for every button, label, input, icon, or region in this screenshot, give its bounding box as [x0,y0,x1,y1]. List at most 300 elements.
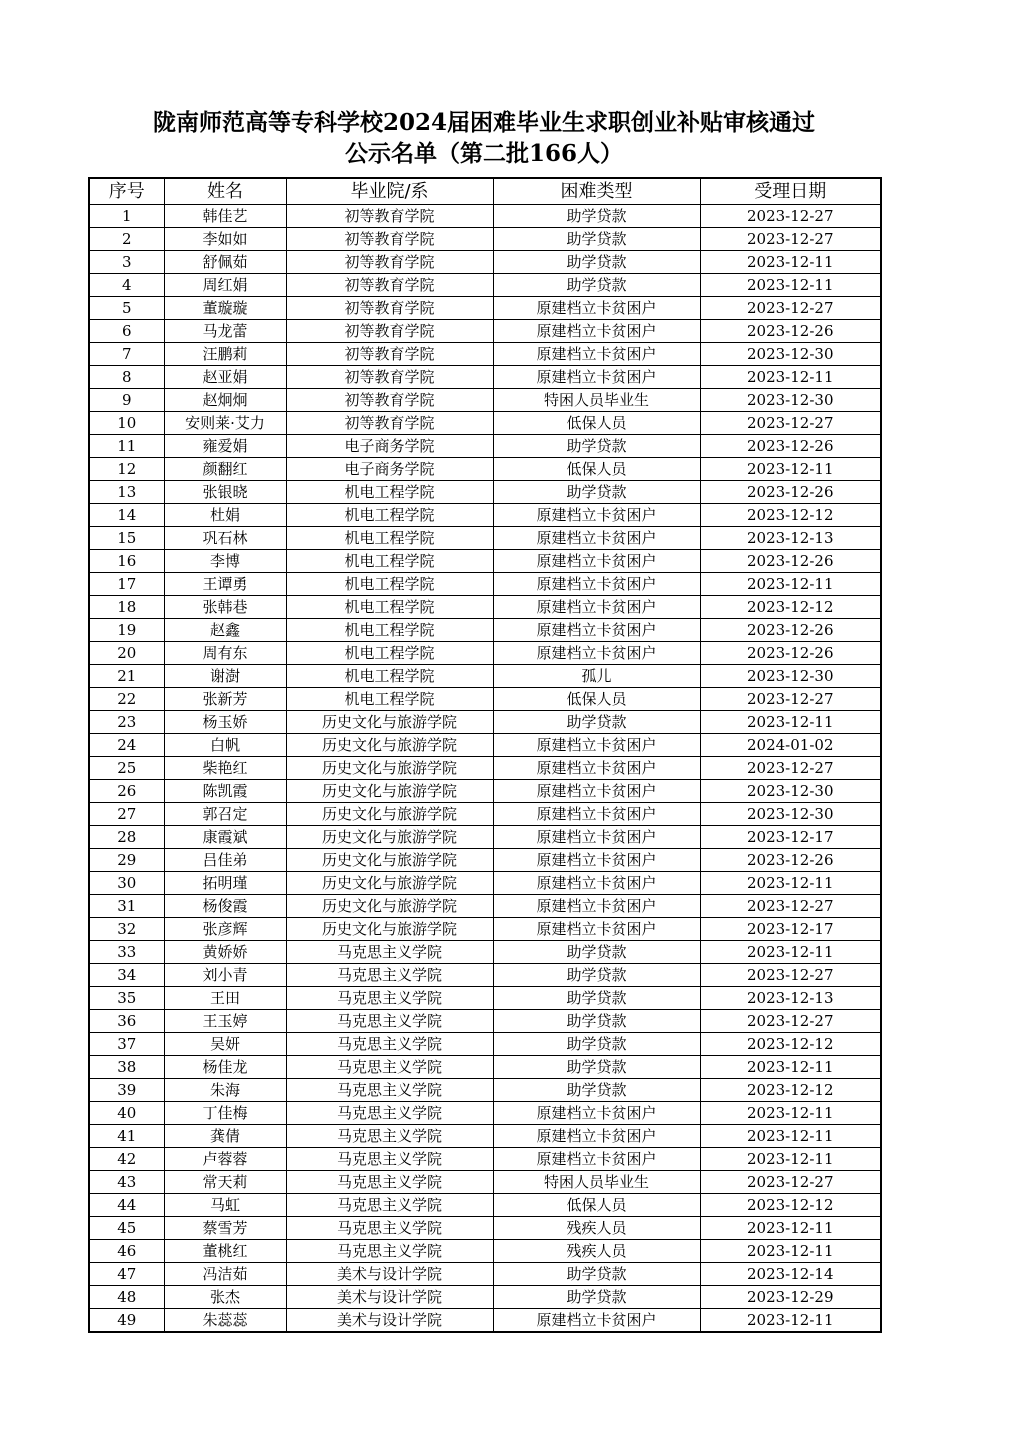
cell-name: 安则莱·艾力 [164,412,286,435]
cell-name: 常天莉 [164,1171,286,1194]
table-row [89,711,881,734]
cell-date: 2023-12-11 [700,1240,881,1263]
table-row [89,918,881,941]
table-row [89,642,881,665]
cell-hardship-type: 原建档立卡贫困户 [493,1148,700,1171]
cell-index: 42 [89,1148,164,1171]
cell-college: 机电工程学院 [286,550,493,573]
header-college: 毕业院/系 [286,178,493,205]
cell-date: 2023-12-26 [700,642,881,665]
table-row [89,987,881,1010]
cell-name: 张银晓 [164,481,286,504]
cell-date: 2023-12-26 [700,435,881,458]
cell-college: 马克思主义学院 [286,1148,493,1171]
table-row [89,1309,881,1333]
cell-hardship-type: 原建档立卡贫困户 [493,596,700,619]
cell-college: 机电工程学院 [286,642,493,665]
table-row [89,596,881,619]
cell-index: 6 [89,320,164,343]
cell-name: 黄娇娇 [164,941,286,964]
cell-college: 初等教育学院 [286,366,493,389]
cell-index: 28 [89,826,164,849]
cell-college: 历史文化与旅游学院 [286,711,493,734]
cell-college: 电子商务学院 [286,458,493,481]
cell-hardship-type: 原建档立卡贫困户 [493,366,700,389]
cell-name: 王谭勇 [164,573,286,596]
cell-hardship-type: 原建档立卡贫困户 [493,619,700,642]
cell-hardship-type: 原建档立卡贫困户 [493,1125,700,1148]
cell-name: 韩佳艺 [164,205,286,228]
cell-date: 2023-12-12 [700,1033,881,1056]
cell-hardship-type: 原建档立卡贫困户 [493,849,700,872]
cell-hardship-type: 助学贷款 [493,711,700,734]
cell-index: 19 [89,619,164,642]
cell-date: 2023-12-30 [700,343,881,366]
roster-body [89,205,881,1333]
cell-college: 初等教育学院 [286,274,493,297]
cell-index: 20 [89,642,164,665]
cell-index: 11 [89,435,164,458]
cell-index: 9 [89,389,164,412]
cell-hardship-type: 低保人员 [493,688,700,711]
header-hardship-type: 困难类型 [493,178,700,205]
cell-name: 马虹 [164,1194,286,1217]
cell-hardship-type: 助学贷款 [493,435,700,458]
cell-hardship-type: 原建档立卡贫困户 [493,504,700,527]
cell-date: 2023-12-26 [700,550,881,573]
cell-name: 张韩巷 [164,596,286,619]
cell-index: 18 [89,596,164,619]
cell-date: 2023-12-27 [700,412,881,435]
cell-date: 2023-12-11 [700,711,881,734]
cell-date: 2023-12-11 [700,251,881,274]
cell-name: 杨玉娇 [164,711,286,734]
cell-hardship-type: 助学贷款 [493,1079,700,1102]
cell-index: 31 [89,895,164,918]
cell-name: 周红娟 [164,274,286,297]
cell-date: 2023-12-11 [700,1125,881,1148]
cell-index: 13 [89,481,164,504]
table-row [89,366,881,389]
table-row [89,228,881,251]
cell-index: 8 [89,366,164,389]
table-row [89,343,881,366]
document-subtitle: 公示名单（第二批166人） [344,140,623,167]
cell-index: 2 [89,228,164,251]
cell-index: 33 [89,941,164,964]
cell-hardship-type: 助学贷款 [493,1263,700,1286]
cell-college: 历史文化与旅游学院 [286,826,493,849]
cell-date: 2023-12-11 [700,458,881,481]
cell-index: 21 [89,665,164,688]
cell-name: 龚倩 [164,1125,286,1148]
cell-name: 丁佳梅 [164,1102,286,1125]
cell-college: 美术与设计学院 [286,1263,493,1286]
cell-name: 郭召定 [164,803,286,826]
cell-college: 初等教育学院 [286,412,493,435]
cell-hardship-type: 助学贷款 [493,274,700,297]
cell-hardship-type: 特困人员毕业生 [493,389,700,412]
cell-hardship-type: 原建档立卡贫困户 [493,780,700,803]
cell-name: 雍爱娟 [164,435,286,458]
cell-hardship-type: 助学贷款 [493,987,700,1010]
cell-hardship-type: 低保人员 [493,1194,700,1217]
table-row [89,1194,881,1217]
cell-name: 杜娟 [164,504,286,527]
table-row [89,734,881,757]
cell-name: 董桃红 [164,1240,286,1263]
table-row [89,1010,881,1033]
cell-college: 马克思主义学院 [286,1033,493,1056]
cell-name: 谢澍 [164,665,286,688]
cell-college: 初等教育学院 [286,251,493,274]
cell-hardship-type: 原建档立卡贫困户 [493,550,700,573]
cell-index: 38 [89,1056,164,1079]
table-row [89,1171,881,1194]
cell-name: 汪鹏莉 [164,343,286,366]
table-row [89,412,881,435]
cell-date: 2023-12-27 [700,228,881,251]
cell-college: 马克思主义学院 [286,1217,493,1240]
cell-index: 48 [89,1286,164,1309]
cell-date: 2023-12-13 [700,987,881,1010]
cell-date: 2023-12-27 [700,757,881,780]
cell-index: 43 [89,1171,164,1194]
cell-college: 机电工程学院 [286,527,493,550]
cell-college: 历史文化与旅游学院 [286,757,493,780]
cell-hardship-type: 助学贷款 [493,941,700,964]
cell-name: 蔡雪芳 [164,1217,286,1240]
cell-name: 卢蓉蓉 [164,1148,286,1171]
cell-index: 41 [89,1125,164,1148]
cell-index: 32 [89,918,164,941]
cell-index: 4 [89,274,164,297]
cell-name: 吴妍 [164,1033,286,1056]
cell-date: 2023-12-26 [700,320,881,343]
cell-hardship-type: 原建档立卡贫困户 [493,320,700,343]
cell-hardship-type: 原建档立卡贫困户 [493,527,700,550]
header-name: 姓名 [164,178,286,205]
cell-index: 37 [89,1033,164,1056]
cell-college: 初等教育学院 [286,228,493,251]
cell-index: 39 [89,1079,164,1102]
cell-college: 初等教育学院 [286,343,493,366]
table-row [89,435,881,458]
cell-index: 14 [89,504,164,527]
cell-date: 2023-12-27 [700,1171,881,1194]
cell-name: 赵鑫 [164,619,286,642]
cell-date: 2023-12-13 [700,527,881,550]
cell-date: 2023-12-17 [700,826,881,849]
table-row [89,849,881,872]
cell-college: 马克思主义学院 [286,1056,493,1079]
table-row [89,803,881,826]
table-row [89,757,881,780]
cell-hardship-type: 原建档立卡贫困户 [493,642,700,665]
cell-name: 张彦辉 [164,918,286,941]
table-row [89,320,881,343]
cell-college: 初等教育学院 [286,297,493,320]
cell-date: 2023-12-11 [700,366,881,389]
cell-college: 马克思主义学院 [286,1079,493,1102]
cell-hardship-type: 低保人员 [493,458,700,481]
cell-date: 2023-12-11 [700,1102,881,1125]
cell-name: 赵亚娟 [164,366,286,389]
cell-hardship-type: 孤儿 [493,665,700,688]
table-row [89,1033,881,1056]
table-row [89,297,881,320]
cell-date: 2023-12-27 [700,205,881,228]
cell-name: 杨佳龙 [164,1056,286,1079]
cell-college: 机电工程学院 [286,688,493,711]
cell-college: 历史文化与旅游学院 [286,734,493,757]
cell-name: 白帆 [164,734,286,757]
cell-index: 23 [89,711,164,734]
cell-date: 2023-12-11 [700,941,881,964]
table-row [89,1263,881,1286]
cell-hardship-type: 原建档立卡贫困户 [493,734,700,757]
cell-hardship-type: 助学贷款 [493,1286,700,1309]
table-row [89,1217,881,1240]
cell-college: 马克思主义学院 [286,1171,493,1194]
cell-name: 康霞斌 [164,826,286,849]
cell-name: 马龙蕾 [164,320,286,343]
cell-date: 2023-12-27 [700,964,881,987]
cell-college: 机电工程学院 [286,619,493,642]
cell-college: 机电工程学院 [286,596,493,619]
table-row [89,205,881,228]
cell-date: 2023-12-27 [700,1010,881,1033]
cell-college: 马克思主义学院 [286,1010,493,1033]
cell-hardship-type: 原建档立卡贫困户 [493,1102,700,1125]
cell-index: 44 [89,1194,164,1217]
cell-hardship-type: 助学贷款 [493,481,700,504]
cell-hardship-type: 助学贷款 [493,205,700,228]
cell-date: 2023-12-29 [700,1286,881,1309]
cell-name: 颜翻红 [164,458,286,481]
table-row [89,1240,881,1263]
cell-date: 2023-12-27 [700,895,881,918]
cell-date: 2023-12-17 [700,918,881,941]
header-date: 受理日期 [700,178,881,205]
cell-index: 16 [89,550,164,573]
cell-college: 马克思主义学院 [286,1125,493,1148]
cell-college: 美术与设计学院 [286,1286,493,1309]
cell-date: 2023-12-12 [700,1079,881,1102]
cell-index: 7 [89,343,164,366]
cell-hardship-type: 原建档立卡贫困户 [493,1309,700,1333]
cell-index: 49 [89,1309,164,1333]
cell-hardship-type: 原建档立卡贫困户 [493,343,700,366]
cell-college: 电子商务学院 [286,435,493,458]
table-row [89,458,881,481]
cell-index: 25 [89,757,164,780]
cell-name: 拓明瑾 [164,872,286,895]
cell-college: 历史文化与旅游学院 [286,849,493,872]
cell-date: 2023-12-11 [700,1148,881,1171]
cell-hardship-type: 助学贷款 [493,964,700,987]
table-row [89,826,881,849]
cell-hardship-type: 残疾人员 [493,1240,700,1263]
cell-index: 17 [89,573,164,596]
cell-name: 朱海 [164,1079,286,1102]
table-row [89,1079,881,1102]
cell-college: 历史文化与旅游学院 [286,872,493,895]
cell-college: 机电工程学院 [286,504,493,527]
cell-name: 赵炯炯 [164,389,286,412]
cell-date: 2023-12-30 [700,389,881,412]
cell-hardship-type: 助学贷款 [493,228,700,251]
header-row [89,178,881,205]
cell-college: 马克思主义学院 [286,1102,493,1125]
roster-table [88,177,882,1333]
cell-date: 2023-12-14 [700,1263,881,1286]
cell-college: 初等教育学院 [286,320,493,343]
cell-college: 马克思主义学院 [286,941,493,964]
table-row [89,573,881,596]
header-index: 序号 [89,178,164,205]
table-row [89,895,881,918]
table-row [89,1102,881,1125]
cell-hardship-type: 助学贷款 [493,1033,700,1056]
cell-date: 2023-12-11 [700,274,881,297]
table-row [89,619,881,642]
cell-name: 巩石林 [164,527,286,550]
cell-name: 舒佩茹 [164,251,286,274]
table-row [89,1148,881,1171]
cell-index: 10 [89,412,164,435]
cell-name: 刘小青 [164,964,286,987]
cell-college: 马克思主义学院 [286,987,493,1010]
cell-date: 2023-12-30 [700,803,881,826]
cell-date: 2023-12-27 [700,297,881,320]
cell-index: 12 [89,458,164,481]
cell-college: 美术与设计学院 [286,1309,493,1333]
document-title: 陇南师范高等专科学校2024届困难毕业生求职创业补贴审核通过 [152,109,815,136]
cell-date: 2023-12-26 [700,619,881,642]
cell-index: 27 [89,803,164,826]
table-row [89,274,881,297]
cell-hardship-type: 残疾人员 [493,1217,700,1240]
cell-name: 李如如 [164,228,286,251]
cell-date: 2023-12-30 [700,780,881,803]
cell-date: 2023-12-27 [700,688,881,711]
cell-index: 15 [89,527,164,550]
cell-hardship-type: 原建档立卡贫困户 [493,803,700,826]
cell-index: 35 [89,987,164,1010]
cell-hardship-type: 原建档立卡贫困户 [493,573,700,596]
cell-college: 机电工程学院 [286,573,493,596]
cell-hardship-type: 助学贷款 [493,1010,700,1033]
cell-college: 历史文化与旅游学院 [286,918,493,941]
cell-date: 2023-12-11 [700,872,881,895]
cell-name: 吕佳弟 [164,849,286,872]
cell-name: 张新芳 [164,688,286,711]
table-row [89,481,881,504]
cell-date: 2024-01-02 [700,734,881,757]
cell-college: 历史文化与旅游学院 [286,895,493,918]
cell-name: 朱蕊蕊 [164,1309,286,1333]
cell-hardship-type: 原建档立卡贫困户 [493,297,700,320]
cell-college: 马克思主义学院 [286,964,493,987]
cell-index: 45 [89,1217,164,1240]
cell-index: 26 [89,780,164,803]
table-row [89,964,881,987]
cell-hardship-type: 原建档立卡贫困户 [493,826,700,849]
cell-hardship-type: 低保人员 [493,412,700,435]
cell-date: 2023-12-11 [700,573,881,596]
table-row [89,872,881,895]
table-row [89,1286,881,1309]
table-row [89,1056,881,1079]
cell-name: 王玉婷 [164,1010,286,1033]
cell-date: 2023-12-30 [700,665,881,688]
cell-hardship-type: 原建档立卡贫困户 [493,757,700,780]
cell-college: 机电工程学院 [286,481,493,504]
table-row [89,1125,881,1148]
cell-date: 2023-12-12 [700,504,881,527]
cell-index: 29 [89,849,164,872]
cell-date: 2023-12-26 [700,849,881,872]
table-row [89,527,881,550]
cell-name: 杨俊霞 [164,895,286,918]
cell-name: 王田 [164,987,286,1010]
cell-name: 李博 [164,550,286,573]
cell-name: 陈凯霞 [164,780,286,803]
cell-college: 马克思主义学院 [286,1194,493,1217]
cell-hardship-type: 原建档立卡贫困户 [493,895,700,918]
cell-index: 1 [89,205,164,228]
table-row [89,688,881,711]
cell-index: 30 [89,872,164,895]
cell-index: 3 [89,251,164,274]
cell-college: 马克思主义学院 [286,1240,493,1263]
cell-name: 冯洁茹 [164,1263,286,1286]
cell-name: 柴艳红 [164,757,286,780]
cell-date: 2023-12-26 [700,481,881,504]
cell-name: 张杰 [164,1286,286,1309]
cell-index: 40 [89,1102,164,1125]
cell-hardship-type: 原建档立卡贫困户 [493,872,700,895]
cell-hardship-type: 原建档立卡贫困户 [493,918,700,941]
table-row [89,504,881,527]
cell-college: 初等教育学院 [286,389,493,412]
cell-date: 2023-12-12 [700,596,881,619]
cell-index: 24 [89,734,164,757]
table-row [89,665,881,688]
table-row [89,389,881,412]
cell-hardship-type: 助学贷款 [493,1056,700,1079]
cell-index: 5 [89,297,164,320]
cell-hardship-type: 特困人员毕业生 [493,1171,700,1194]
table-row [89,550,881,573]
cell-name: 董璇璇 [164,297,286,320]
cell-date: 2023-12-11 [700,1217,881,1240]
cell-index: 36 [89,1010,164,1033]
cell-date: 2023-12-11 [700,1056,881,1079]
cell-index: 34 [89,964,164,987]
cell-name: 周有东 [164,642,286,665]
cell-index: 47 [89,1263,164,1286]
cell-index: 22 [89,688,164,711]
cell-college: 初等教育学院 [286,205,493,228]
cell-hardship-type: 助学贷款 [493,251,700,274]
cell-date: 2023-12-11 [700,1309,881,1333]
cell-index: 46 [89,1240,164,1263]
table-row [89,941,881,964]
cell-college: 机电工程学院 [286,665,493,688]
table-row [89,780,881,803]
